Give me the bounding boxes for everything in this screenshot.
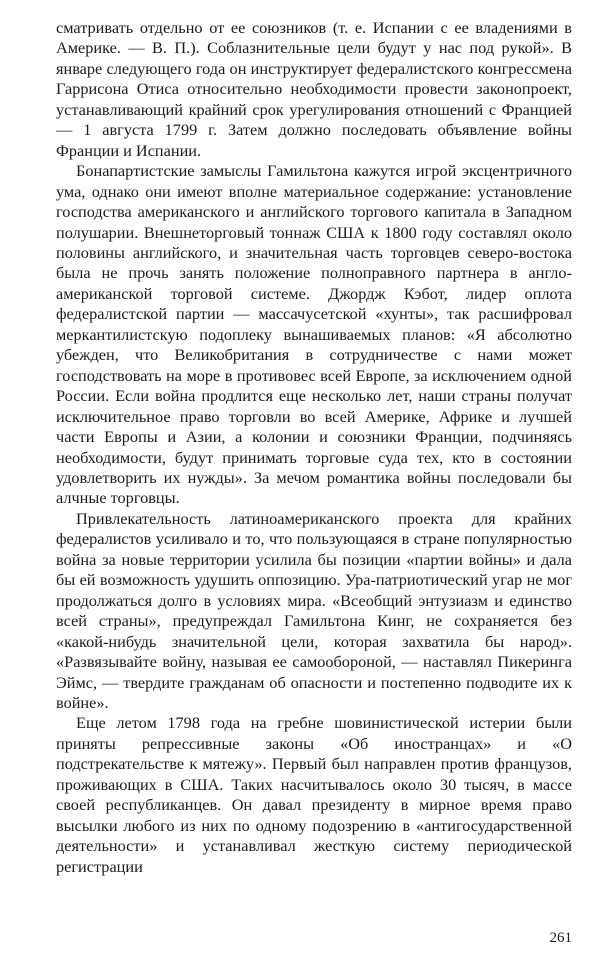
paragraph-latin-american-project: Привлекательность латиноамериканского проекта для крайних федералистов усиливало и то, что пользующаяся в стране популярностью война за новые территории усилила бы позиции «партии войны» и дала бы ей возможность удушить оппозицию. Ура-патриотический угар не мог продолжаться долго в условиях мира. «Всеобщий энтузиазм и единство всей страны», предупреждал Гамильтона Кинг, не сохраняется без «какой-нибудь значительной цели, которая захватила бы народ». «Развязывайте войну, называя ее самообороной, — наставлял Пикеринга Эймс, — твердите гражданам об опасности и постепенно подводите их к войне». <box>56 508 572 712</box>
paragraph-continuation: сматривать отдельно от ее союзников (т. е. Испании с ее владениями в Америке. — В. П.). Соблазнительные цели будут у нас под рукой». В январе следующего года он инструктирует федералистского конгрессмена Гаррисона Отиса относительно необходимости провести законопроект, устанавливающий крайний срок урегулирования отношений с Францией — 1 августа 1799 г. Затем должно последовать объявление войны Франции и Испании. <box>56 18 572 160</box>
paragraph-bonapartist-plans: Бонапартистские замыслы Гамильтона кажутся игрой эксцентричного ума, однако они имеют вполне материальное содержание: установление господства американского и английского торгового капитала в Западном полушарии. Внешнеторговый тоннаж США к 1800 году составлял около половины английского, и значительная часть торговцев северо-востока была не прочь занять положение полноправного партнера в англо-американской торговой системе. Джордж Кэбот, лидер оплота федералистской партии — массачусетской «хунты», так расшифровал меркантилистскую подоплеку вынашиваемых планов: «Я абсолютно убежден, что Великобритания в сотрудничестве с нами может господствовать на море в противовес всей Европе, за исключением одной России. Если война продлится еще несколько лет, наши страны получат исключительное право торговли во всей Америке, Африке и лучшей части Европы и Азии, а колонии и союзники Франции, подчиняясь необходимости, будут принимать торговые суда тех, кто в состоянии удовлетворить их нужды». За мечом романтика войны последовали бы алчные торговцы. <box>56 161 572 508</box>
paragraph-repressive-laws: Еще летом 1798 года на гребне шовинистической истерии были приняты репрессивные законы «Об иностранцах» и «О подстрекательстве к мятежу». Первый был направлен против французов, проживающих в США. Таких насчитывалось около 30 тысяч, в массе своей республиканцев. Он давал президенту в мирное время право высылки любого из них по одному подозрению в «антигосударственной деятельности» и устанавливал жесткую систему периодической регистрации <box>56 713 572 876</box>
book-page-text <box>56 18 572 877</box>
page-number: 261 <box>549 930 572 946</box>
